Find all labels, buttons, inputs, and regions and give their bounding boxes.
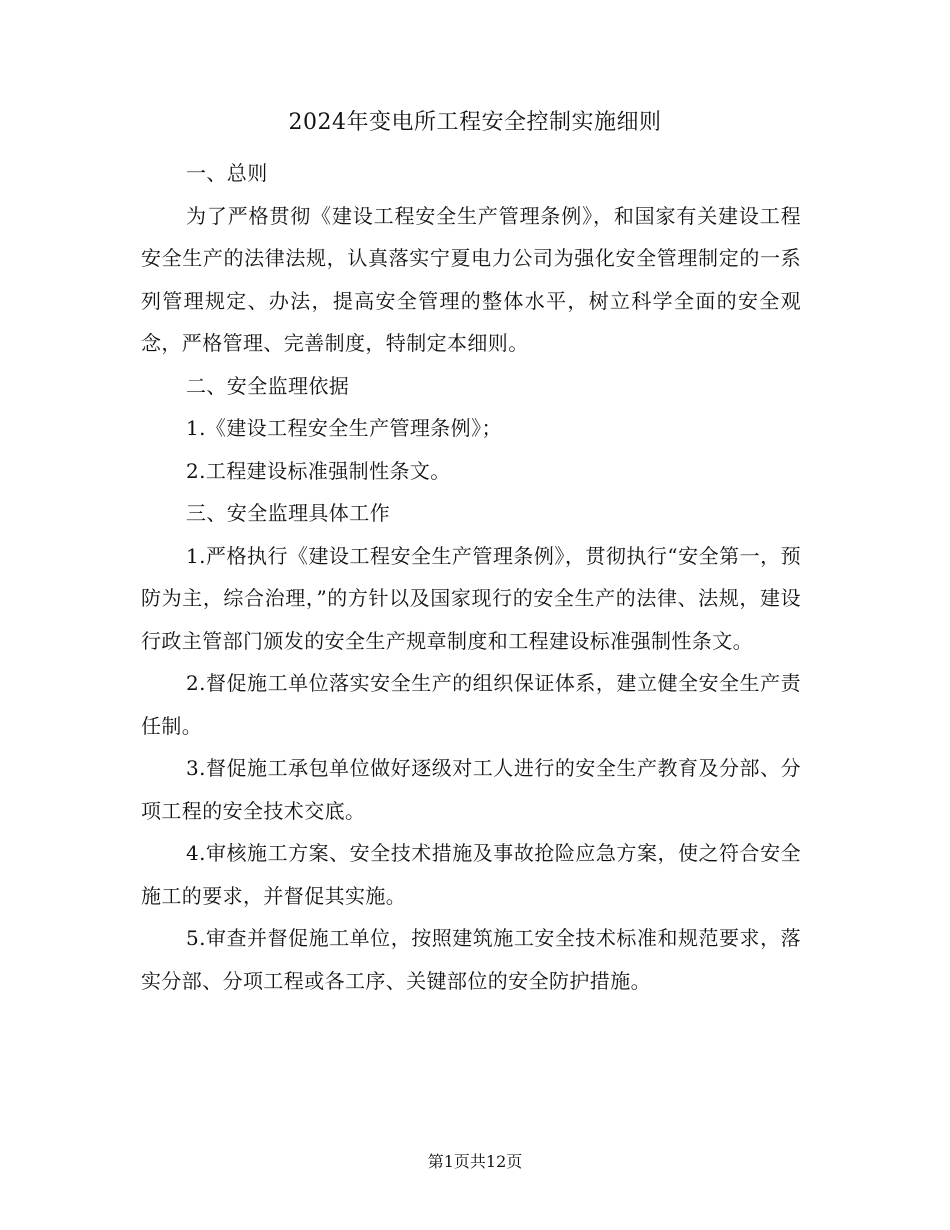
paragraph-purpose: 为了严格贯彻《建设工程安全生产管理条例》，和国家有关建设工程安全生产的法律法规，认真落实宁夏电力公司为强化安全管理制定的一系列管理规定、办法，提高安全管理的整体水平，树立科学全面的安全观念，严格管理、完善制度，特制定本细则。 (141, 203, 801, 355)
section-heading-general: 一、总则 (186, 161, 268, 185)
list-item-work-5: 5.审查并督促施工单位，按照建筑施工安全技术标准和规范要求，落实分部、分项工程或各工序、关键部位的安全防护措施。 (141, 926, 801, 993)
document-body (141, 152, 801, 1002)
list-item-basis-1: 1.《建设工程安全生产管理条例》； (186, 416, 502, 440)
list-item-work-1: 1.严格执行《建设工程安全生产管理条例》，贯彻执行“安全第一，预防为主，综合治理，”的方针以及国家现行的安全生产的法律、法规，建设行政主管部门颁发的安全生产规章制度和工程建设标准强制性条文。 (141, 543, 801, 653)
section-heading-work: 三、安全监理具体工作 (186, 501, 390, 525)
list-item-basis-2: 2.工程建设标准强制性条文。 (186, 458, 451, 483)
page-footer: 第1页共12页 (427, 1152, 523, 1171)
section-heading-basis: 二、安全监理依据 (186, 373, 350, 398)
list-item-work-3: 3.督促施工承包单位做好逐级对工人进行的安全生产教育及分部、分项工程的安全技术交底。 (141, 756, 801, 823)
list-item-work-4: 4.审核施工方案、安全技术措施及事故抢险应急方案，使之符合安全施工的要求，并督促其实施。 (141, 841, 801, 908)
document-title: 2024年变电所工程安全控制实施细则 (288, 110, 662, 135)
list-item-work-2: 2.督促施工单位落实安全生产的组织保证体系，建立健全安全生产责任制。 (141, 671, 801, 738)
